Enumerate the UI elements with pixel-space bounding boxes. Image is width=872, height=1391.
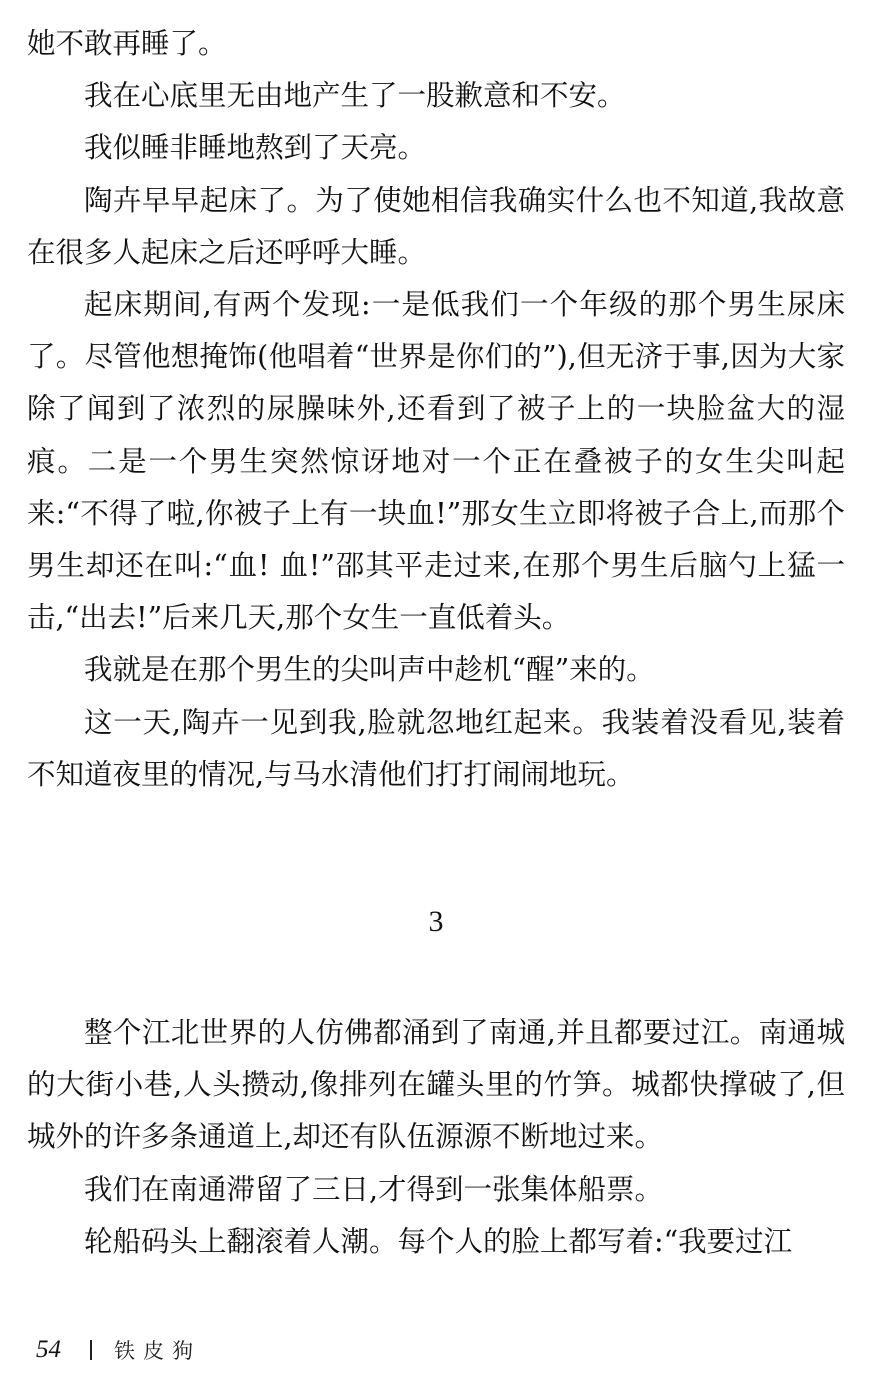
section-1-body	[27, 18, 845, 801]
paragraph: 我就是在那个男生的尖叫声中趁机“醒”来的。	[84, 653, 655, 687]
paragraph: 我们在南通滞留了三日,才得到一张集体船票。	[84, 1172, 664, 1206]
section-2-body	[27, 1007, 845, 1268]
paragraph: 整个江北世界的人仿佛都涌到了南通,并且都要过江。南通城的大街小巷,人头攒动,像排列在罐头里的竹笋。城都快撑破了,但城外的许多条通道上,却还有队伍源源不断地过来。	[27, 1016, 845, 1154]
paragraph: 陶卉早早起床了。为了使她相信我确实什么也不知道,我故意在很多人起床之后还呼呼大睡。	[27, 183, 845, 269]
section-heading: 3	[428, 905, 444, 938]
page-footer	[36, 1333, 201, 1367]
paragraph: 我似睡非睡地熬到了天亮。	[84, 131, 427, 165]
paragraph: 这一天,陶卉一见到我,脸就忽地红起来。我装着没看见,装着不知道夜里的情况,与马水清他们打打闹闹地玩。	[27, 705, 845, 791]
footer-divider	[90, 1340, 92, 1360]
page-number: 54	[36, 1336, 61, 1363]
book-title: 铁皮狗	[114, 1339, 201, 1363]
paragraph: 她不敢再睡了。	[27, 27, 227, 60]
paragraph: 起床期间,有两个发现:一是低我们一个年级的那个男生尿床了。尽管他想掩饰(他唱着“世界是你们的”),但无济于事,因为大家除了闻到了浓烈的尿臊味外,还看到了被子上的一块脸盆大的湿痕。二是一个男生突然惊讶地对一个正在叠被子的女生尖叫起来:“不得了啦,你被子上有一块血!”那女生立即将被子合上,而那个男生却还在叫:“血! 血!”邵其平走过来,在那个男生后脑勺上猛一击,“出去!”后来几天,那个女生一直低着头。	[27, 288, 845, 635]
paragraph: 我在心底里无由地产生了一股歉意和不安。	[84, 79, 626, 113]
paragraph: 轮船码头上翻滚着人潮。每个人的脸上都写着:“我要过江	[84, 1224, 793, 1258]
